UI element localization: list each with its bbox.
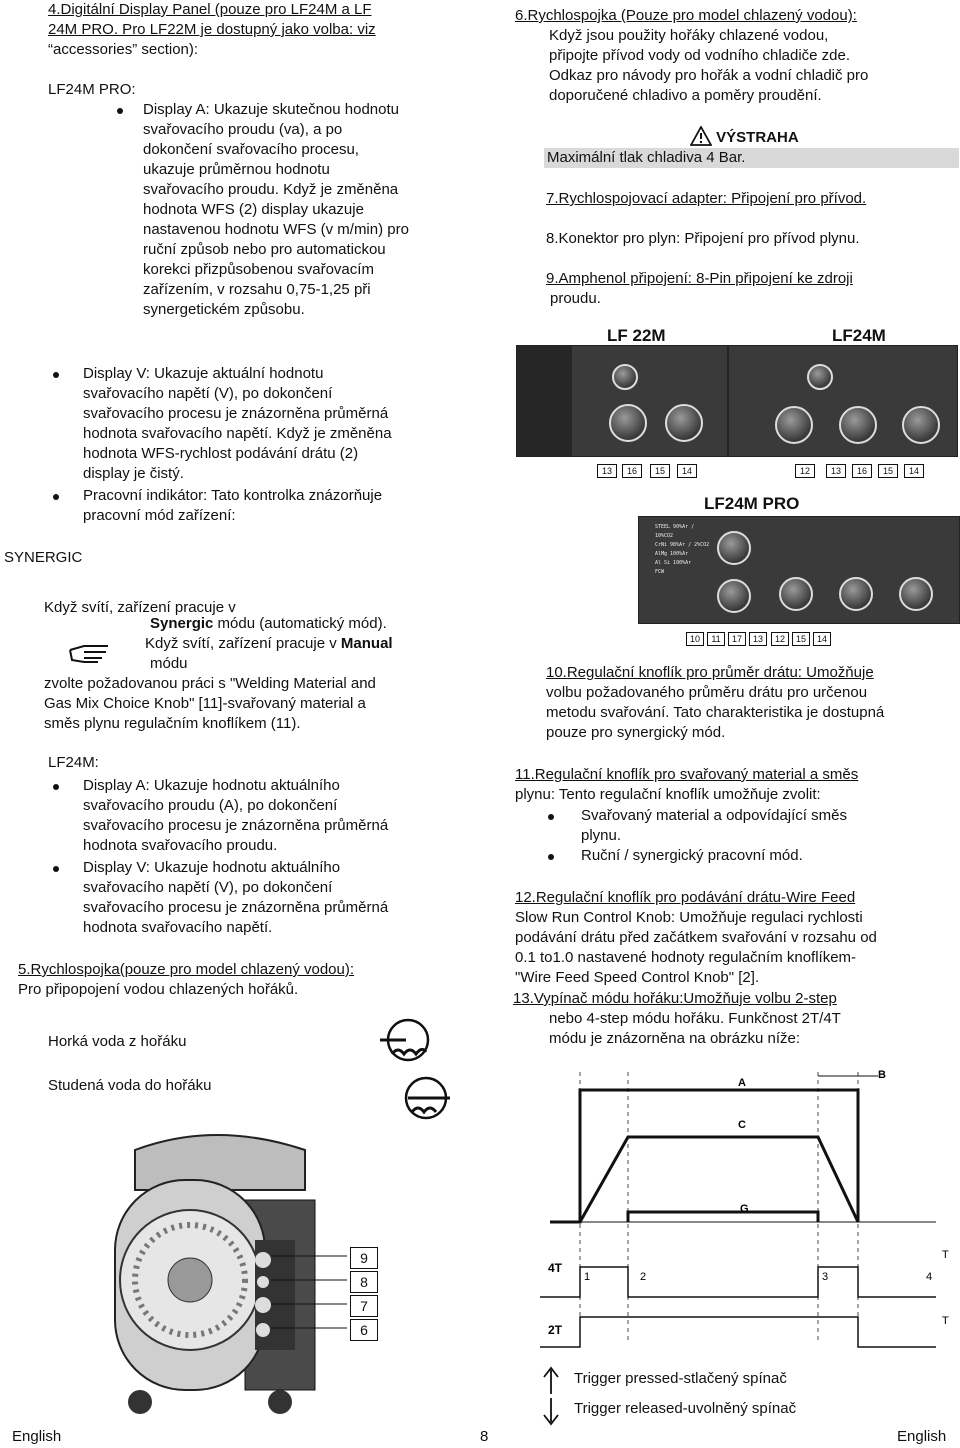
text-line: hodnota WFS (2) display ukazuje	[143, 201, 364, 218]
text-line: Gas Mix Choice Knob" [11]-svařovaný material a	[44, 695, 366, 712]
panel-num: 14	[813, 632, 831, 646]
sec6-title: 6.Rychlospojka (Pouze pro model chlazený vodou):	[515, 7, 857, 24]
tick-2: 2	[640, 1271, 647, 1283]
label-g: G	[740, 1203, 749, 1215]
footer-right: English	[897, 1428, 947, 1445]
cold-water-label: Studená voda do hořáku	[48, 1077, 212, 1094]
footer-left: English	[12, 1428, 62, 1445]
hot-water-icon	[378, 1018, 434, 1064]
panel-divider	[727, 346, 729, 456]
panel-num: 13	[826, 464, 846, 478]
synergic-desc: Když svítí, zařízení pracuje v	[44, 599, 236, 616]
text-line: Display A: Ukazuje hodnotu aktuálního	[83, 777, 340, 794]
text-line: Display V: Ukazuje hodnotu aktuálního	[83, 859, 341, 876]
tick-1: 1	[584, 1271, 591, 1283]
control-panel-lf22m-lf24m	[516, 345, 958, 457]
t-axis-2t: T	[942, 1315, 949, 1327]
wire-feeder-image	[95, 1130, 355, 1420]
text-line: hodnota svařovacího napětí.	[83, 919, 273, 936]
sec13-title: 13.Vypínač módu hořáku:Umožňuje volbu 2-step	[513, 990, 837, 1007]
bullet	[548, 854, 554, 860]
mode-list	[655, 523, 711, 615]
text-line: 0.1 to1.0 nastavené hodnoty regulačním knoflíkem-	[515, 949, 857, 966]
text-line: svařovacího procesu je znázorněna průměrná	[83, 817, 389, 834]
display-v-pro	[83, 364, 473, 484]
hand-icon	[68, 640, 116, 666]
section-5	[18, 960, 458, 1000]
sec4-line2: 24M PRO. Pro LF22M je dostupný jako volba: viz	[48, 21, 376, 38]
panel-side	[517, 346, 572, 456]
sec4-line3: “accessories” section):	[48, 41, 199, 58]
text-line: hodnota svařovacího proudu.	[83, 837, 278, 854]
text-line: dokončení svařovacího procesu,	[143, 141, 359, 158]
text-line: pracovní mód zařízení:	[83, 507, 236, 524]
text-line: "Wire Feed Speed Control Knob" [2].	[515, 969, 760, 986]
text-line: ruční způsob nebo pro automatickou	[143, 241, 386, 258]
trigger-released: Trigger released-uvolněný spínač	[574, 1400, 797, 1417]
arrow-down-icon	[540, 1396, 562, 1426]
text-line: synergetickém způsobu.	[143, 301, 305, 318]
manual-desc: Když svítí, zařízení pracuje v	[145, 635, 341, 652]
text-line: zvolte požadovanou práci s "Welding Material and	[44, 675, 376, 692]
label-a: A	[738, 1077, 746, 1089]
text-line: Slow Run Control Knob: Umožňuje regulaci rychlosti	[515, 909, 863, 926]
display-a	[83, 776, 473, 856]
timing-diagram	[540, 1062, 956, 1352]
text-line: svařovacího napětí (V), po dokončení	[83, 385, 333, 402]
warning-icon	[690, 126, 712, 146]
page-number: 8	[480, 1428, 489, 1445]
mode-item: STEEL 90%Ar / 10%CO2	[655, 524, 695, 539]
text-line: nastavenou hodnotu WFS (v m/min) pro	[143, 221, 409, 238]
mode-switch	[612, 364, 638, 390]
tick-4: 4	[926, 1271, 933, 1283]
warning-heading	[690, 126, 799, 148]
callout-7: 7	[350, 1295, 378, 1317]
text-line: směs plynu regulačním knoflíkem (11).	[44, 715, 301, 732]
panel-num: 13	[749, 632, 767, 646]
panel-num: 15	[878, 464, 898, 478]
sec11-line1: 11.Regulační knoflík pro svařovaný material a směs	[515, 766, 859, 783]
bullet	[548, 814, 554, 820]
sec11-bullet1	[581, 806, 847, 846]
bullet	[53, 494, 59, 500]
hot-water-label: Horká voda z hořáku	[48, 1033, 187, 1050]
sec9-line2: proudu.	[550, 290, 601, 307]
tick-3: 3	[822, 1271, 829, 1283]
text-line: svařovacího procesu je znázorněna průměrná	[83, 405, 389, 422]
panel-num: 11	[707, 632, 725, 646]
sec10-title: 10.Regulační knoflík pro průměr drátu: Umožňuje	[546, 664, 874, 681]
synergic-mode-rest: módu (automatický mód).	[213, 615, 387, 632]
section-10	[546, 663, 958, 743]
modu: módu	[150, 655, 188, 672]
mode-item: AlMg 100%Ar	[655, 551, 689, 557]
mode-item: FCW	[655, 569, 665, 575]
panel-num: 12	[795, 464, 815, 478]
section-6	[515, 6, 955, 106]
choose-work	[44, 674, 464, 734]
t-axis-4t: T	[942, 1249, 949, 1261]
text-line: Display V: Ukazuje aktuální hodnotu	[83, 365, 324, 382]
knob	[902, 406, 940, 444]
knob	[665, 404, 703, 442]
panel-num: 14	[677, 464, 697, 478]
synergic-word: Synergic	[150, 615, 214, 632]
warning-title: VÝSTRAHA	[716, 129, 799, 146]
lf24mpro-label: LF24M PRO	[704, 494, 800, 513]
text-line: korekci přizpůsobenou svařovacím	[143, 261, 374, 278]
text-line: pouze pro synergický mód.	[546, 724, 726, 741]
panel-num: 14	[904, 464, 924, 478]
label-2t: 2T	[548, 1323, 563, 1337]
lf22m-label: LF 22M	[607, 326, 666, 345]
knob	[839, 406, 877, 444]
text-line: svařovacího proudu. Když je změněna	[143, 181, 399, 198]
text-line: Svařovaný material a odpovídající směs	[581, 807, 847, 824]
text-line: metodu svařování. Tato charakteristika je dostupná	[546, 704, 885, 721]
text-line: svařovacího procesu je znázorněna průměrná	[83, 899, 389, 916]
control-panel-lf24mpro	[638, 516, 960, 624]
label-b: B	[878, 1069, 886, 1081]
text-line: Když jsou použity hořáky chlazené vodou,	[549, 27, 829, 44]
warning-text: Maximální tlak chladiva 4 Bar.	[544, 148, 959, 168]
text-line: zařízením, v rozsahu 0,75-1,25 při	[143, 281, 371, 298]
sec4-line1: 4.Digitální Display Panel (pouze pro LF24M a LF	[48, 1, 372, 18]
knob	[717, 531, 751, 565]
bullet	[53, 372, 59, 378]
panel-num: 15	[650, 464, 670, 478]
knob	[779, 577, 813, 611]
text-line: svařovacího proudu (va), a po	[143, 121, 343, 138]
section-4-heading	[48, 0, 468, 60]
sec11-line2: plynu: Tento regulační knoflík umožňuje zvolit:	[515, 786, 821, 803]
work-indicator	[83, 486, 473, 526]
bullet	[117, 108, 123, 114]
panel-num: 16	[622, 464, 642, 478]
synergic-label: SYNERGIC	[4, 549, 83, 566]
callout-8: 8	[350, 1271, 378, 1293]
sec9-line1: 9.Amphenol připojení: 8-Pin připojení ke zdroji	[546, 270, 853, 287]
text-line: připojte přívod vody od vodního chladiče zde.	[549, 47, 851, 64]
section-9	[515, 269, 955, 309]
knob	[717, 579, 751, 613]
knob	[775, 406, 813, 444]
callout-9: 9	[350, 1247, 378, 1269]
display-v	[83, 858, 473, 938]
sec11-bullet2: Ruční / synergický pracovní mód.	[581, 847, 803, 864]
label-c: C	[738, 1119, 746, 1131]
panel-num: 12	[771, 632, 789, 646]
text-line: módu je znázorněna na obrázku níže:	[549, 1030, 800, 1047]
panel-num: 15	[792, 632, 810, 646]
text-line: doporučené chladivo a poměry proudění.	[549, 87, 822, 104]
mode-item: Al Si 100%Ar	[655, 560, 692, 566]
bullet	[53, 866, 59, 872]
text-line: volbu požadovaného průměru drátu pro určenou	[546, 684, 868, 701]
mode-switch	[807, 364, 833, 390]
knob	[609, 404, 647, 442]
sec5-line1: 5.Rychlospojka(pouze pro model chlazený vodou):	[18, 961, 355, 978]
text-line: svařovacího napětí (V), po dokončení	[83, 879, 333, 896]
section-11	[515, 765, 955, 805]
text-line: podávání drátu před začátkem svařování v rozsahu od	[515, 929, 877, 946]
text-line: Pracovní indikátor: Tato kontrolka znázorňuje	[83, 487, 383, 504]
section-7	[546, 189, 866, 209]
label-4t: 4T	[548, 1261, 563, 1275]
trigger-pressed: Trigger pressed-stlačený spínač	[574, 1370, 787, 1387]
mode-item: CrNi 98%Ar / 2%CO2	[655, 542, 710, 548]
section-8: 8.Konektor pro plyn: Připojení pro přívod plynu.	[546, 230, 860, 247]
panel-num: 13	[597, 464, 617, 478]
section-13	[513, 989, 953, 1049]
text-line: ukazuje průměrnou hodnotu	[143, 161, 330, 178]
arrow-up-icon	[540, 1366, 562, 1396]
lf24mpro-heading: LF24M PRO:	[48, 81, 136, 98]
knob	[899, 577, 933, 611]
manual-word: Manual	[340, 635, 393, 652]
text-line: display je čistý.	[83, 465, 184, 482]
sec5-line2: Pro připopojení vodou chlazených hořáků.	[18, 981, 299, 998]
knob	[839, 577, 873, 611]
panel-num: 10	[686, 632, 704, 646]
panel-num: 17	[728, 632, 746, 646]
text-line: Display A: Ukazuje skutečnou hodnotu	[143, 101, 399, 118]
lf24m-label: LF24M	[832, 326, 886, 345]
display-a-pro	[143, 100, 473, 320]
sec7-text: 7.Rychlospojovací adapter: Připojení pro přívod.	[546, 190, 867, 207]
bullet	[53, 784, 59, 790]
text-line: plynu.	[581, 827, 622, 844]
text-line: nebo 4-step módu hořáku. Funkčnost 2T/4T	[549, 1010, 841, 1027]
panel-num: 16	[852, 464, 872, 478]
cold-water-icon	[398, 1074, 454, 1124]
text-line: Odkaz pro návody pro hořák a vodní chladič pro	[549, 67, 869, 84]
lf24m-heading: LF24M:	[48, 754, 99, 771]
sec12-title: 12.Regulační knoflík pro podávání drátu-Wire Feed	[515, 889, 856, 906]
section-12	[515, 888, 955, 988]
callout-6: 6	[350, 1319, 378, 1341]
text-line: svařovacího proudu (A), po dokončení	[83, 797, 338, 814]
text-line: hodnota svařovacího napětí. Když je změněna	[83, 425, 392, 442]
text-line: hodnota WFS-rychlost podávání drátu (2)	[83, 445, 359, 462]
